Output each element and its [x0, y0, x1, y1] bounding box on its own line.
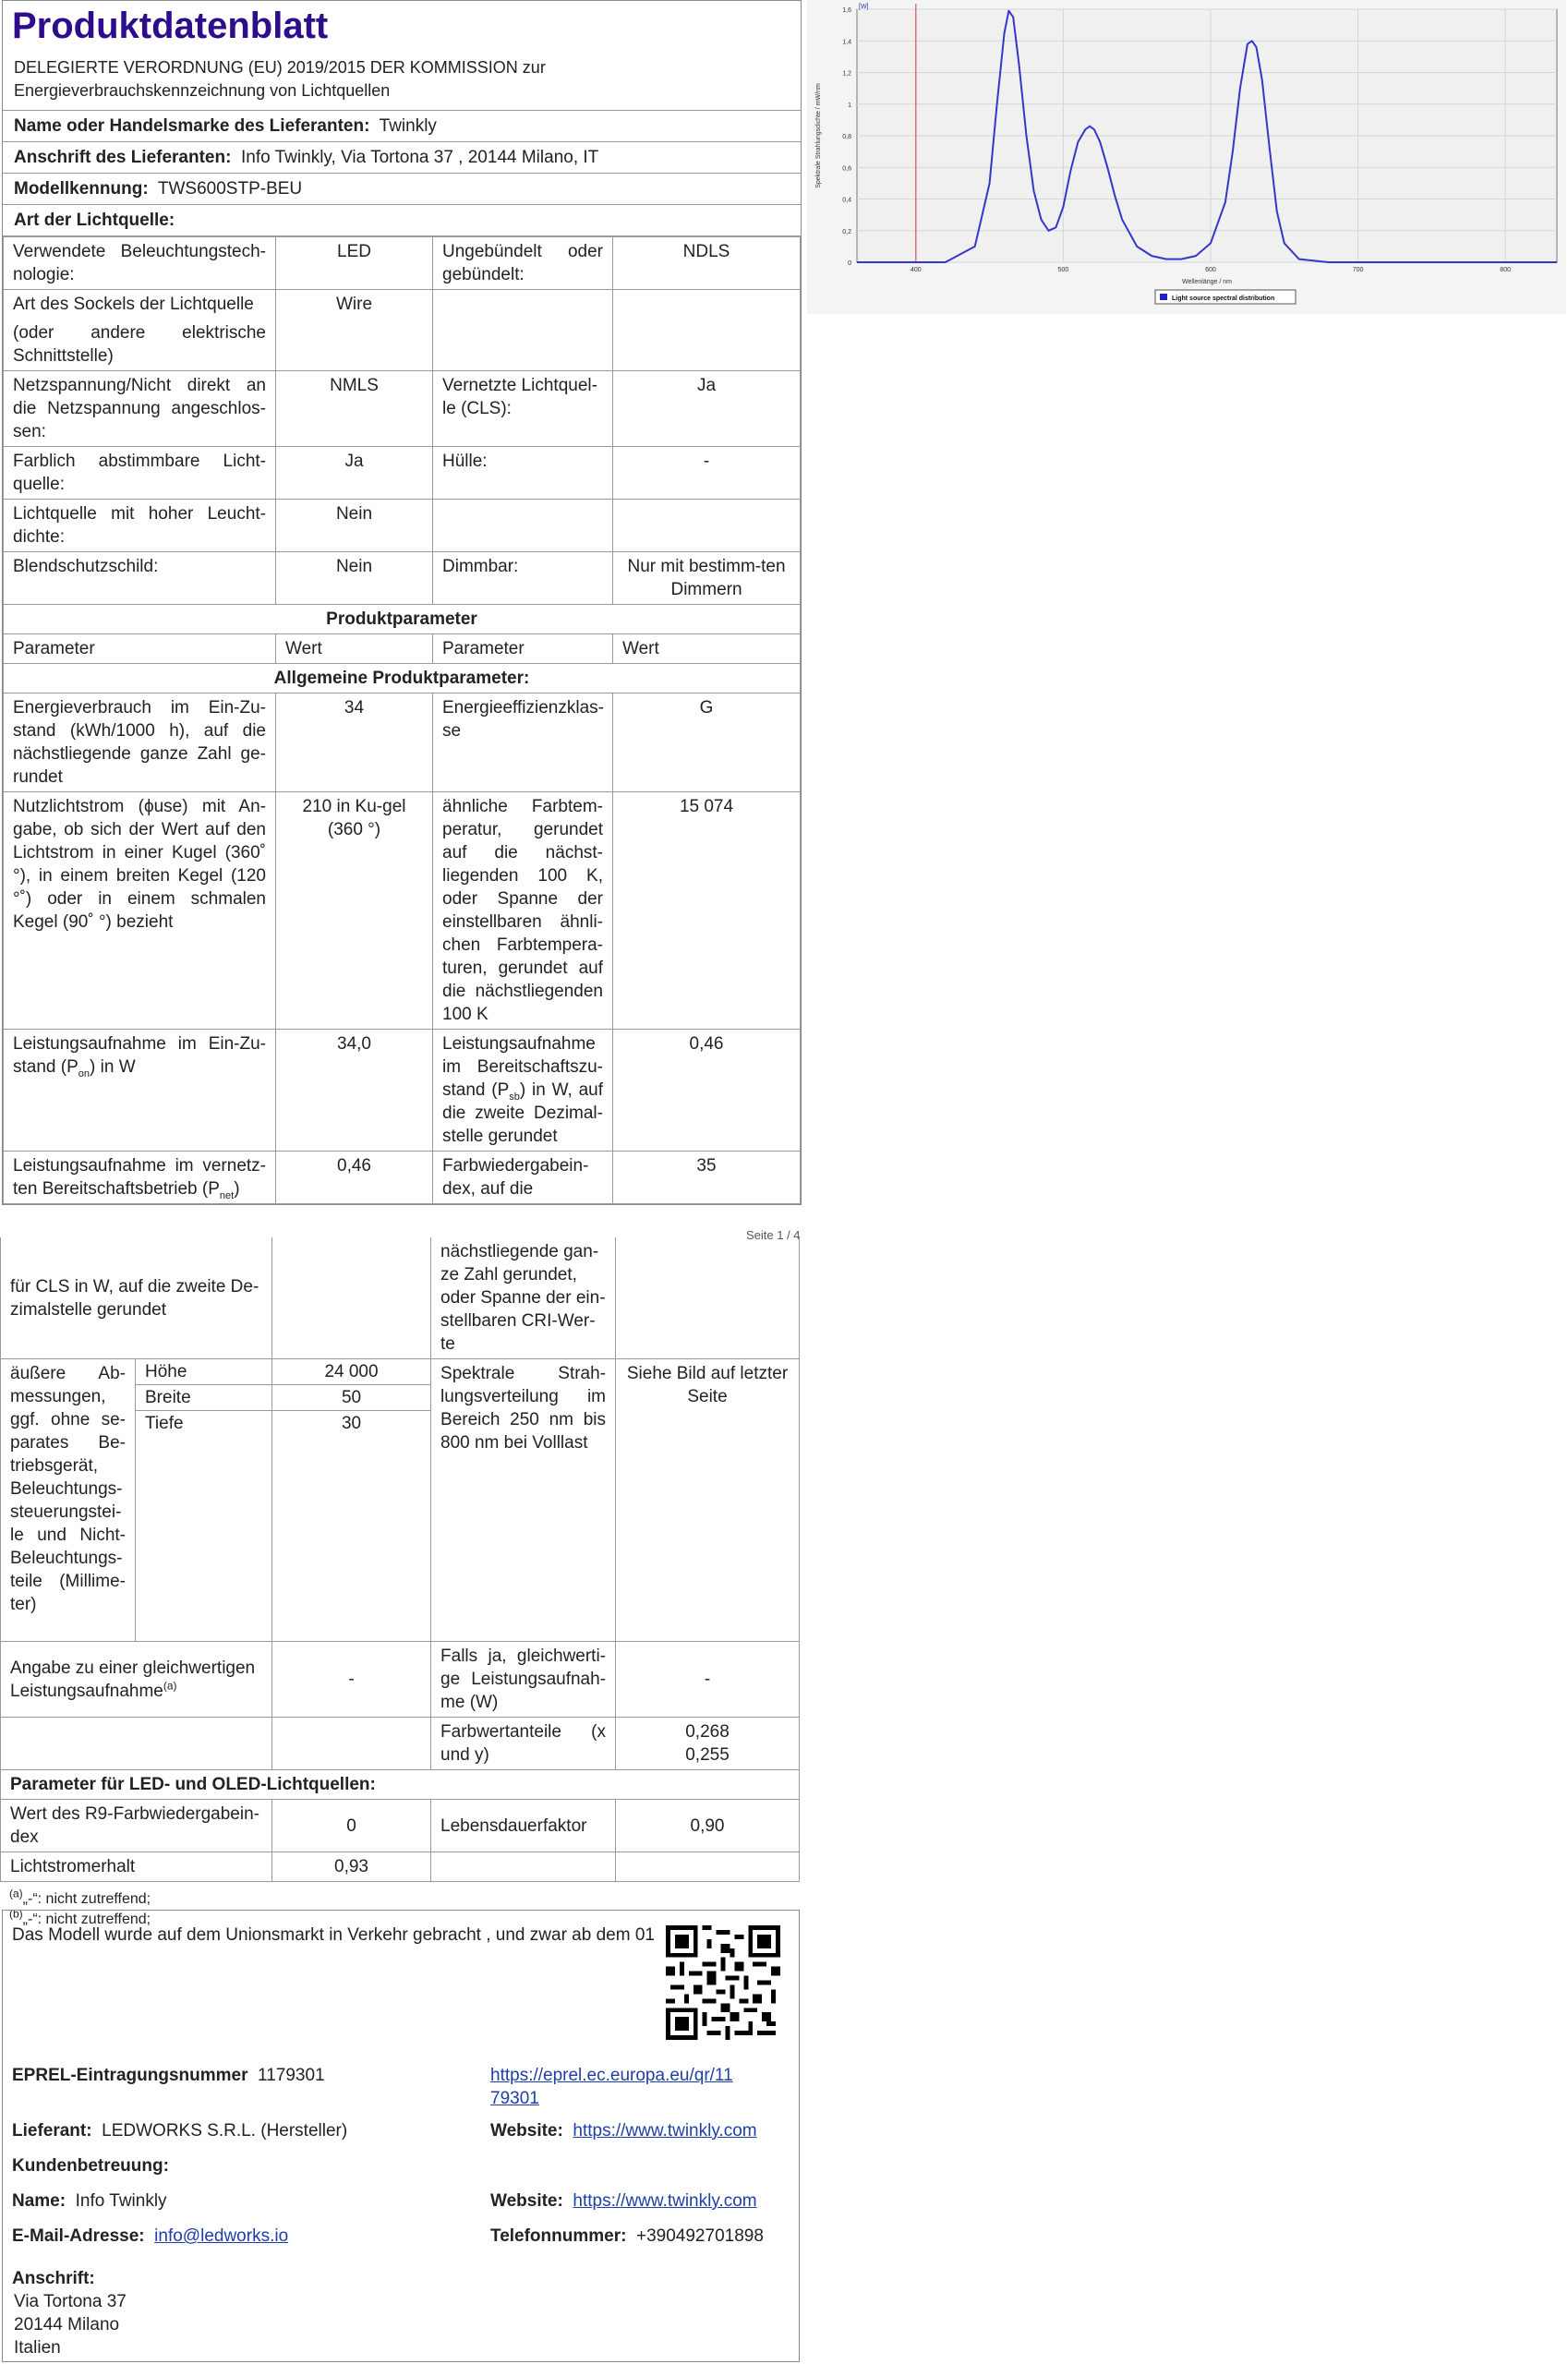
y-axis-label: Spektrale Strahlungsdichte / mW/nm	[815, 83, 822, 188]
cell-label	[433, 500, 613, 552]
light-source-type-heading: Art der Lichtquelle:	[3, 205, 801, 236]
kb-website-line	[490, 2189, 757, 2213]
legend-swatch	[1160, 294, 1167, 300]
cell-label: Nutzlichtstrom (ϕuse) mit An-gabe, ob sich der Wert auf den Lichtstrom in einer Kugel (360˚ °), in einem breiten Kegel (120 °˚) oder in einem schmalen Kegel (90˚ °) bezieht	[4, 792, 276, 1030]
cell-label: Blendschutzschild:	[4, 552, 276, 605]
cell-label: Lebensdauerfaktor	[431, 1800, 616, 1852]
cell-value: 0,90	[616, 1800, 800, 1852]
eprel-value: 1179301	[258, 2066, 325, 2085]
email-label: E-Mail-Adresse:	[12, 2226, 145, 2246]
dim-key: Breite	[136, 1385, 272, 1411]
spectral-chart	[807, 0, 1566, 314]
cell-label: Lichtstromerhalt	[1, 1852, 272, 1882]
power-net-label: Leistungsaufnahme im vernetz-ten Bereitschaftsbetrieb $(P_{net})$	[4, 1152, 276, 1204]
table-row	[4, 664, 801, 694]
anschrift-label: Anschrift:	[12, 2269, 95, 2288]
cell-label: ähnliche Farbtem-peratur, gerundet auf die nächst-liegenden 100 K, oder Spanne der einstellbaren ähnli-chen Farbtempera-turen, gerundet auf die nächstliegenden 100 K	[433, 792, 613, 1030]
chromaticity-y: 0,255	[685, 1745, 730, 1765]
supplier-name-line	[3, 111, 801, 142]
y-tick-label: 0,2	[842, 228, 851, 235]
table-header-row	[4, 634, 801, 664]
kb-name-line	[12, 2189, 167, 2213]
website-link[interactable]: https://www.twinkly.com	[573, 2191, 757, 2211]
x-tick-label: 600	[1205, 267, 1216, 273]
table-row	[4, 1030, 801, 1152]
product-params-heading: Produktparameter	[4, 605, 801, 634]
table-row	[1, 1237, 800, 1359]
page-number: Seite 1 / 4	[746, 1228, 801, 1242]
cell-value: Ja	[276, 447, 433, 500]
table-row	[1, 1718, 800, 1770]
legend-label: Light source spectral distribution	[1172, 296, 1275, 302]
supplier-address-line	[3, 142, 801, 174]
model-value: TWS600STP-BEU	[157, 179, 303, 199]
table-row	[4, 1152, 801, 1204]
datasheet	[2, 0, 802, 1205]
lieferant-website-line	[490, 2119, 757, 2142]
phone-label: Telefonnummer:	[490, 2226, 627, 2246]
lieferant-line	[12, 2119, 347, 2142]
cell-value	[613, 500, 801, 552]
cell-label: Netzspannung/Nicht direkt an die Netzspannung angeschlos-sen:	[4, 371, 276, 447]
type-table	[3, 236, 801, 1204]
supplier-address-label: Anschrift des Lieferanten:	[14, 148, 232, 167]
website-label: Website:	[490, 2121, 563, 2141]
x-tick-label: 500	[1057, 267, 1069, 273]
cell-label: Art des Sockels der Lichtquelle	[4, 290, 276, 320]
eprel-line	[12, 2064, 325, 2087]
cell-value: Nein	[276, 500, 433, 552]
cell-value: NDLS	[613, 237, 801, 290]
qr-code[interactable]	[666, 1925, 780, 2040]
cell-value: Nur mit bestimm-ten Dimmern	[613, 552, 801, 605]
dim-key: Tiefe	[136, 1411, 272, 1642]
email-link[interactable]: info@ledworks.io	[154, 2226, 289, 2246]
table-row	[4, 552, 801, 605]
lieferant-label: Lieferant:	[12, 2121, 92, 2141]
cri-label: Farbwiedergabein-dex, auf die	[433, 1152, 613, 1204]
cell-value	[613, 290, 801, 371]
y-tick-label: 1,2	[842, 70, 851, 78]
dim-value: 24 000	[272, 1359, 431, 1385]
cont-left: für CLS in W, auf die zweite De-zimalstelle gerundet	[1, 1237, 272, 1359]
website-link[interactable]: https://www.twinkly.com	[573, 2121, 757, 2141]
y-tick-label: 1,6	[842, 7, 851, 14]
chromaticity-label: Farbwertanteile (x und y)	[431, 1718, 616, 1770]
y-unit-tag: [W]	[859, 4, 869, 10]
x-tick-label: 400	[910, 267, 922, 273]
continued-table	[0, 1237, 800, 1882]
power-on-label: Leistungsaufnahme im Ein-Zu-stand $(P_{on})$ in W	[4, 1030, 276, 1152]
x-tick-label: 800	[1500, 267, 1511, 273]
power-sb-value: 0,46	[613, 1030, 801, 1152]
supplier-name-label: Name oder Handelsmarke des Lieferanten:	[14, 116, 370, 136]
equiv-label: Angabe zu einer gleichwertigen Leistungsaufnahme$^{(a)}$	[1, 1642, 272, 1718]
table-row	[4, 371, 801, 447]
cell-value: LED	[276, 237, 433, 290]
y-tick-label: 0,8	[842, 134, 851, 140]
equiv-power-label: Falls ja, gleichwerti-ge Leistungsaufnah-me (W)	[431, 1642, 616, 1718]
dim-value: 50	[272, 1385, 431, 1411]
cell-label	[431, 1852, 616, 1882]
table-row	[4, 500, 801, 552]
equiv-power-value: -	[616, 1642, 800, 1718]
cell-value	[616, 1852, 800, 1882]
datasheet-continued	[0, 1237, 800, 1930]
led-params-heading: Parameter für LED- und OLED-Lichtquellen:	[1, 1770, 800, 1800]
column-header: Parameter	[433, 634, 613, 664]
x-axis-label: Wellenlänge / nm	[1182, 279, 1232, 285]
x-tick-label: 700	[1352, 267, 1364, 273]
page-title: Produktdatenblatt	[12, 6, 329, 46]
column-header: Wert	[276, 634, 433, 664]
cell-label: Ungebündelt oder gebündelt:	[433, 237, 613, 290]
cell-value: 0,93	[272, 1852, 431, 1882]
power-sb-label: Leistungsaufnahme im Bereitschaftszu-stand $(P_{sb})$ in W, auf die zweite Dezimal-stelle gerundet	[433, 1030, 613, 1152]
cell-label	[433, 290, 613, 371]
cell-value: 210 in Ku-gel (360 °)	[276, 792, 433, 1030]
cell-label: Energieverbrauch im Ein-Zu-stand (kWh/1000 h), auf die nächstliegende ganze Zahl ge-rundet	[4, 694, 276, 792]
eprel-link[interactable]: https://eprel.ec.europa.eu/qr/11 79301	[490, 2066, 733, 2108]
spectral-value: Siehe Bild auf letzter Seite	[616, 1359, 800, 1642]
footnote-b: $^{(b)}$„-“: nicht zutreffend;	[9, 1907, 151, 1927]
y-tick-label: 0,6	[842, 165, 851, 173]
kb-name-label: Name:	[12, 2191, 66, 2211]
y-tick-label: 1,4	[842, 39, 851, 46]
chromaticity-values	[616, 1718, 800, 1770]
cell-value: 0	[272, 1800, 431, 1852]
column-header: Wert	[613, 634, 801, 664]
table-row	[4, 694, 801, 792]
regulation-intro: DELEGIERTE VERORDNUNG (EU) 2019/2015 DER KOMMISSION zur Energieverbrauchskennzeichnung von Lichtquellen	[3, 53, 801, 111]
cell-value: 34	[276, 694, 433, 792]
table-row	[4, 447, 801, 500]
table-row	[1, 1800, 800, 1852]
cell-label: Energieeffizienzklas-se	[433, 694, 613, 792]
cell-value: Nein	[276, 552, 433, 605]
footnote-a: $^{(a)}$„-“: nicht zutreffend;	[9, 1887, 151, 1907]
y-tick-label: 1	[848, 102, 851, 109]
table-row	[1, 1642, 800, 1718]
dim-key: Höhe	[136, 1359, 272, 1385]
cell-value: NMLS	[276, 371, 433, 447]
model-line	[3, 174, 801, 205]
table-row	[4, 237, 801, 290]
general-params-heading: Allgemeine Produktparameter:	[4, 664, 801, 694]
address-line: 20144 Milano	[14, 2315, 120, 2334]
cell-value: 15 074	[613, 792, 801, 1030]
cell-label: Farblich abstimmbare Licht-quelle:	[4, 447, 276, 500]
cell-value: Ja	[613, 371, 801, 447]
cell-value: G	[613, 694, 801, 792]
market-text: Das Modell wurde auf dem Unionsmarkt in Verkehr gebracht , und zwar ab dem 01	[12, 1925, 655, 1945]
cont-right: nächstliegende gan-ze Zahl gerundet, oder Spanne der ein-stellbaren CRI-Wer-te	[431, 1237, 616, 1359]
address-line: Italien	[14, 2338, 61, 2358]
kundenbetreuung-heading: Kundenbetreuung:	[12, 2156, 169, 2176]
supplier-info-box	[2, 1907, 800, 2362]
y-tick-label: 0	[848, 260, 851, 267]
y-tick-label: 0,4	[842, 197, 851, 204]
model-label: Modellkennung:	[14, 179, 149, 199]
dimensions-label: äußere Ab-messungen, ggf. ohne se-parates Be-triebsgerät, Beleuchtungs-steuerungstei-le und Nicht-Beleuchtungs-teile (Millime-ter)	[1, 1359, 136, 1642]
supplier-name-value: Twinkly	[379, 116, 437, 136]
kb-phone-line	[490, 2225, 764, 2248]
dim-value: 30	[272, 1411, 431, 1642]
anschrift-block	[12, 2267, 127, 2359]
kb-email-line	[12, 2225, 288, 2248]
column-header: Parameter	[4, 634, 276, 664]
lieferant-value: LEDWORKS S.R.L. (Hersteller)	[102, 2121, 348, 2141]
phone-value: +390492701898	[636, 2226, 764, 2246]
table-row	[1, 1770, 800, 1800]
table-row	[4, 605, 801, 634]
cell-label: Lichtquelle mit hoher Leucht-dichte:	[4, 500, 276, 552]
cri-value: 35	[613, 1152, 801, 1204]
cell-value: -	[613, 447, 801, 500]
table-row	[4, 290, 801, 320]
spectral-chart-svg	[807, 0, 1566, 314]
chromaticity-x: 0,268	[685, 1722, 730, 1742]
cell-label: Verwendete Beleuchtungstech-nologie:	[4, 237, 276, 290]
power-on-value: 34,0	[276, 1030, 433, 1152]
table-row	[4, 792, 801, 1030]
equiv-value: -	[272, 1642, 431, 1718]
table-row	[1, 1852, 800, 1882]
spectral-label: Spektrale Strah-lungsverteilung im Bereich 250 nm bis 800 nm bei Volllast	[431, 1359, 616, 1642]
cell-value: Wire	[276, 290, 433, 371]
table-row	[1, 1359, 800, 1385]
cell-label: Dimmbar:	[433, 552, 613, 605]
cell-label: Vernetzte Lichtquel-le (CLS):	[433, 371, 613, 447]
eprel-label: EPREL-Eintragungsnummer	[12, 2066, 248, 2085]
supplier-address-value: Info Twinkly, Via Tortona 37 , 20144 Milano, IT	[241, 148, 599, 167]
kb-name-value: Info Twinkly	[75, 2191, 167, 2211]
address-line: Via Tortona 37	[14, 2292, 127, 2311]
cell-label: Wert des R9-Farbwiedergabein-dex	[1, 1800, 272, 1852]
website-label: Website:	[490, 2191, 563, 2211]
cell-label: (oder andere elektrische Schnittstelle)	[4, 319, 276, 371]
power-net-value: 0,46	[276, 1152, 433, 1204]
cell-label: Hülle:	[433, 447, 613, 500]
